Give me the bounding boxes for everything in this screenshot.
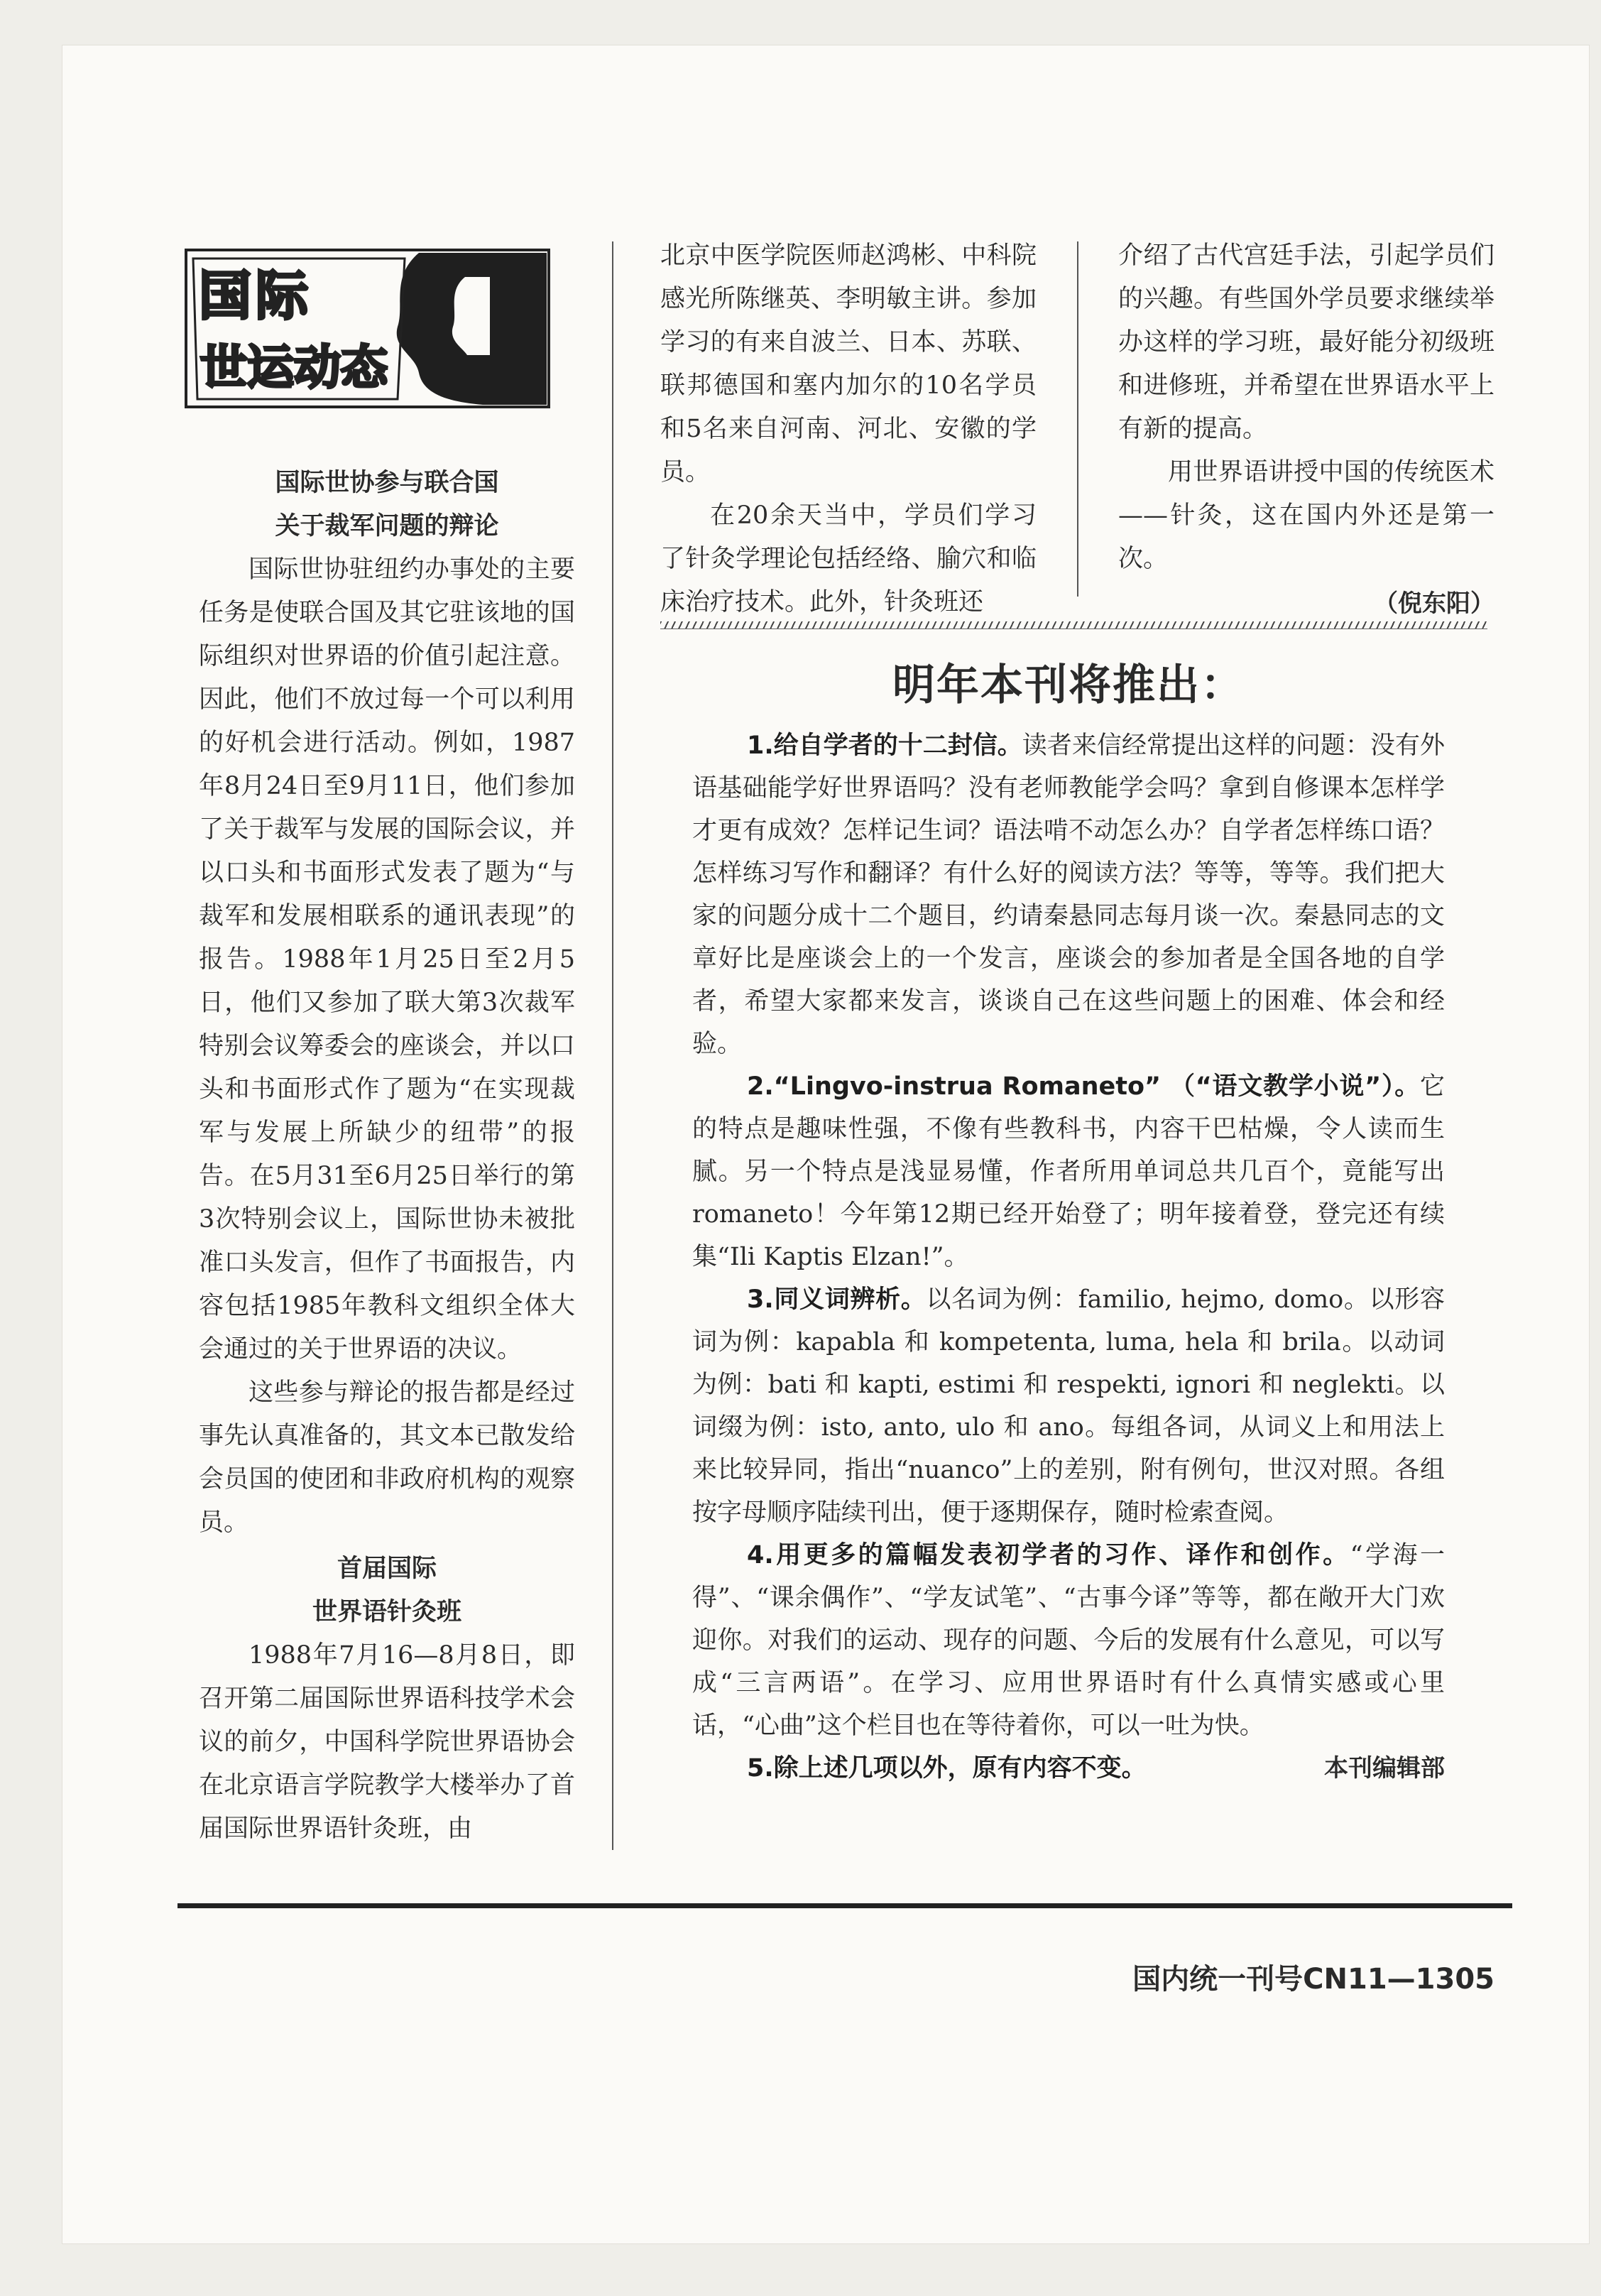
notice-item-1-head: 1.给自学者的十二封信。 xyxy=(747,731,1022,760)
notice-item-5-text xyxy=(692,1747,1147,1790)
article2-continued-para4: 用世界语讲授中国的传统医术——针灸，这在国内外还是第一次。 xyxy=(1118,458,1495,573)
article2-continued-para2: 在20余天当中，学员们学习了针灸学理论包括经络、腧穴和临床治疗技术。此外，针灸班还 xyxy=(660,501,1037,616)
article2-continued-para1: 北京中医学院医师赵鸿彬、中科院感光所陈继英、李明敏主讲。参加学习的有来自波兰、日本、苏联、联邦德国和塞内加尔的10名学员和5名来自河南、河北、安徽的学员。 xyxy=(660,241,1037,486)
notice-item-4-head: 4.用更多的篇幅发表初学者的习作、译作和创作。 xyxy=(747,1541,1350,1569)
notice-box xyxy=(692,646,1445,1790)
article1-para2: 这些参与辩论的报告都是经过事先认真准备的，其文本已散发给会员国的使团和非政府机构的观察员。 xyxy=(199,1378,575,1537)
notice-item-1-body: 读者来信经常提出这样的问题：没有外语基础能学好世界语吗？没有老师教能学会吗？拿到自修课本怎样学才更有成效？怎样记生词？语法啃不动怎么办？自学者怎样练口语？怎样练习写作和翻译？有什么好的阅读方法？等等，等等。我们把大家的问题分成十二个题目，约请秦悬同志每月谈一次。秦悬同志的文章好比是座谈会上的一个发言，座谈会的参加者是全国各地的自学者，希望大家都来发言，谈谈自己在这些问题上的困难、体会和经验。 xyxy=(692,731,1445,1058)
notice-item-5-head: 5.除上述几项以外，原有内容不变。 xyxy=(747,1754,1147,1783)
article2-title-line2: 世界语针灸班 xyxy=(312,1598,461,1626)
notice-item-2-head: 2.“Lingvo-instrua Romaneto” （“语文教学小说”）。 xyxy=(747,1072,1420,1101)
article2-continued-para3: 介绍了古代宫廷手法，引起学员们的兴趣。有些国外学员要求继续举办这样的学习班，最好能分初级班和进修班，并希望在世界语水平上有新的提高。 xyxy=(1118,241,1495,443)
article2-title-line1: 首届国际 xyxy=(337,1555,437,1583)
notice-item-3-head: 3.同义词辨析。 xyxy=(747,1285,927,1314)
article1-title-line2: 关于裁军问题的辩论 xyxy=(275,512,499,540)
notice-item-4-body: “学海一得”、“课余偶作”、“学友试笔”、“古事今译”等等，都在敞开大门欢迎你。对我们的运动、现存的问题、今后的发展有什么意见，可以写成“三言两语”。在学习、应用世界语时有什么真情实感或心里话，“心曲”这个栏目也在等待着你，可以一吐为快。 xyxy=(692,1541,1445,1740)
publication-code: 国内统一刊号CN11—1305 xyxy=(1132,1963,1495,1996)
notice-item-2 xyxy=(692,1065,1445,1278)
notice-item-4 xyxy=(692,1534,1445,1747)
notice-item-3 xyxy=(692,1278,1445,1534)
article2 xyxy=(199,1547,575,1851)
article2-para1: 1988年7月16—8月8日，即召开第二届国际世界语科技学术会议的前夕，中国科学院世界语协会在北京语言学院教学大楼举办了首届国际世界语针灸班，由 xyxy=(199,1641,575,1843)
notice-item-3-body: 以名词为例：familio, hejmo, domo。以形容词为例：kapabla 和 kompetenta, luma, hela 和 brila。以动词为例：bati 和 kapti, estimi 和 respekti, ignori 和 neglekti。以词缀为例：isto, anto, ulo 和 ano。每组各词，从词义上和用法上来比较异同，指出“nuanco”上的差别，附有例句，世汉对照。各组按字母顺序陆续刊出，便于逐期保存，随时检索查阅。 xyxy=(692,1285,1445,1527)
column-middle xyxy=(660,234,1037,624)
column-left xyxy=(199,462,575,1851)
article1-title-line1: 国际世协参与联合国 xyxy=(275,469,499,497)
logo-line1: 国际 xyxy=(199,266,312,327)
notice-item-5 xyxy=(692,1747,1445,1790)
column-right xyxy=(1118,234,1495,619)
column-divider-1 xyxy=(612,241,613,1850)
notice-item-1 xyxy=(692,724,1445,1065)
notice-title: 明年本刊将推出： xyxy=(892,660,1245,710)
wavy-divider xyxy=(660,621,1487,629)
notice-signature: 本刊编辑部 xyxy=(1324,1754,1445,1783)
article1-para1: 国际世协驻纽约办事处的主要任务是使联合国及其它驻该地的国际组织对世界语的价值引起注意。因此，他们不放过每一个可以利用的好机会进行活动。例如，1987年8月24日至9月11日，他们参加了关于裁军与发展的国际会议，并以口头和书面形式发表了题为“与裁军和发展相联系的通讯表现”的报告。1988年1月25日至2月5日，他们又参加了联大第3次裁军特别会议筹委会的座谈会，并以口头和书面形式作了题为“在实现裁军与发展上所缺少的纽带”的报告。在5月31至6月25日举行的第3次特别会议上，国际世协未被批准口头发言，但作了书面报告，内容包括1985年教科文组织全体大会通过的关于世界语的决议。 xyxy=(199,555,575,1364)
article2-author: （倪东阳） xyxy=(1374,589,1495,618)
column-divider-2 xyxy=(1077,241,1078,597)
column-logo xyxy=(185,249,550,408)
notice-item-2-body: 它的特点是趣味性强，不像有些教科书，内容干巴枯燥，令人读而生腻。另一个特点是浅显易懂，作者所用单词总共几百个，竟能写出 romaneto！今年第12期已经开始登了；明年接着登，登完还有续集“Ili Kaptis Elzan!”。 xyxy=(692,1072,1445,1271)
logo-line2: 世运动态 xyxy=(200,340,388,395)
bottom-rule xyxy=(177,1903,1512,1908)
article1 xyxy=(199,462,575,1545)
